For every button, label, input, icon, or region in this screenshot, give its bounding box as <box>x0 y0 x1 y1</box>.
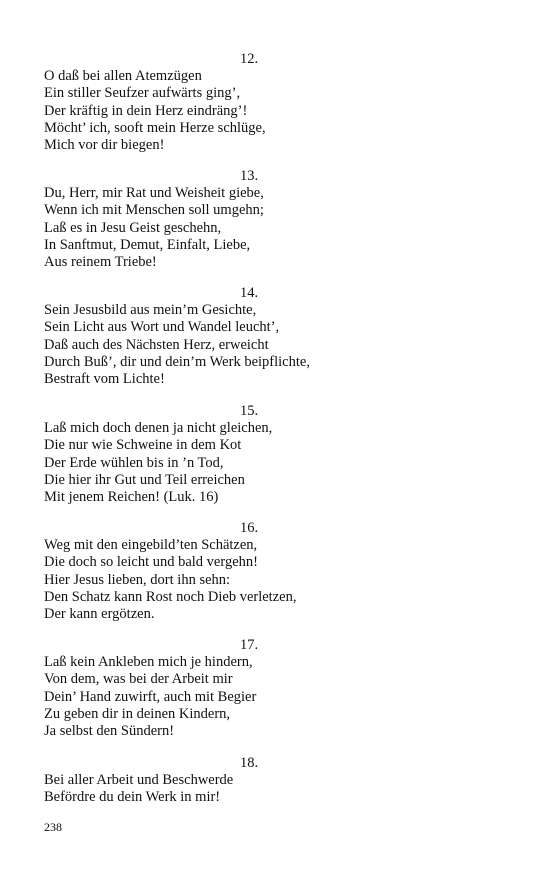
verse-line: Sein Jesusbild aus mein’m Gesichte, <box>44 302 257 319</box>
verse-line: Laß es in Jesu Geist geschehn, <box>44 219 222 236</box>
verse-line: Wenn ich mit Menschen soll umgehn; <box>44 202 264 219</box>
verse-line: Den Schatz kann Rost noch Dieb verletzen, <box>44 588 297 605</box>
stanza-number: 18. <box>240 755 259 771</box>
verse-line: Möcht’ ich, sooft mein Herze schlüge, <box>44 119 266 136</box>
verse-line: Hier Jesus lieben, dort ihn sehn: <box>44 571 231 588</box>
verse-line: Bestraft vom Lichte! <box>44 371 165 387</box>
stanza-lines <box>44 537 504 623</box>
stanza-number: 13. <box>240 168 259 184</box>
verse-line: Weg mit den eingebild’ten Schätzen, <box>44 537 258 554</box>
stanza-lines <box>44 68 504 154</box>
verse-line: Laß mich doch denen ja nicht gleichen, <box>44 420 273 437</box>
stanza-number: 15. <box>240 403 259 419</box>
verse-line: Dein’ Hand zuwirft, auch mit Begier <box>44 688 257 705</box>
verse-line: Der kann ergötzen. <box>44 606 155 622</box>
verse-line: Die nur wie Schweine in dem Kot <box>44 437 242 454</box>
stanza-lines <box>44 772 504 806</box>
verse-line: Befördre du dein Werk in mir! <box>44 789 221 806</box>
verse-line: In Sanftmut, Demut, Einfalt, Liebe, <box>44 236 251 253</box>
verse-line: Durch Buß’, dir und dein’m Werk beipflichte, <box>44 353 310 370</box>
verse-line: Du, Herr, mir Rat und Weisheit giebe, <box>44 185 264 202</box>
verse-line: Laß kein Ankleben mich je hindern, <box>44 654 253 671</box>
stanza-lines <box>44 420 504 506</box>
stanza-number: 16. <box>240 520 259 536</box>
verse-line: Ein stiller Seufzer aufwärts ging’, <box>44 85 241 102</box>
stanza-number: 12. <box>240 51 259 67</box>
verse-line: Aus reinem Triebe! <box>44 254 157 270</box>
verse-line: Mit jenem Reichen! (Luk. 16) <box>44 489 219 505</box>
verse-line: Daß auch des Nächsten Herz, erweicht <box>44 336 269 353</box>
stanza-lines <box>44 302 504 388</box>
verse-line: Der Erde wühlen bis in ’n Tod, <box>44 454 224 471</box>
page-number: 238 <box>44 820 62 834</box>
verse-line: Mich vor dir biegen! <box>44 137 165 153</box>
verse-line: Zu geben dir in deinen Kindern, <box>44 705 231 722</box>
stanza-number: 17. <box>240 637 259 653</box>
verse-line: Der kräftig in dein Herz eindräng’! <box>44 102 248 119</box>
stanza-lines <box>44 185 504 271</box>
verse-line: Von dem, was bei der Arbeit mir <box>44 671 233 688</box>
verse-line: Ja selbst den Sündern! <box>44 723 175 739</box>
verse-line: O daß bei allen Atemzügen <box>44 68 202 85</box>
stanza-number: 14. <box>240 285 259 301</box>
verse-line: Sein Licht aus Wort und Wandel leucht’, <box>44 319 280 336</box>
verse-line: Die hier ihr Gut und Teil erreichen <box>44 471 245 488</box>
verse-line: Die doch so leicht und bald vergehn! <box>44 554 258 571</box>
verse-line: Bei aller Arbeit und Beschwerde <box>44 772 234 789</box>
stanza-lines <box>44 654 504 740</box>
